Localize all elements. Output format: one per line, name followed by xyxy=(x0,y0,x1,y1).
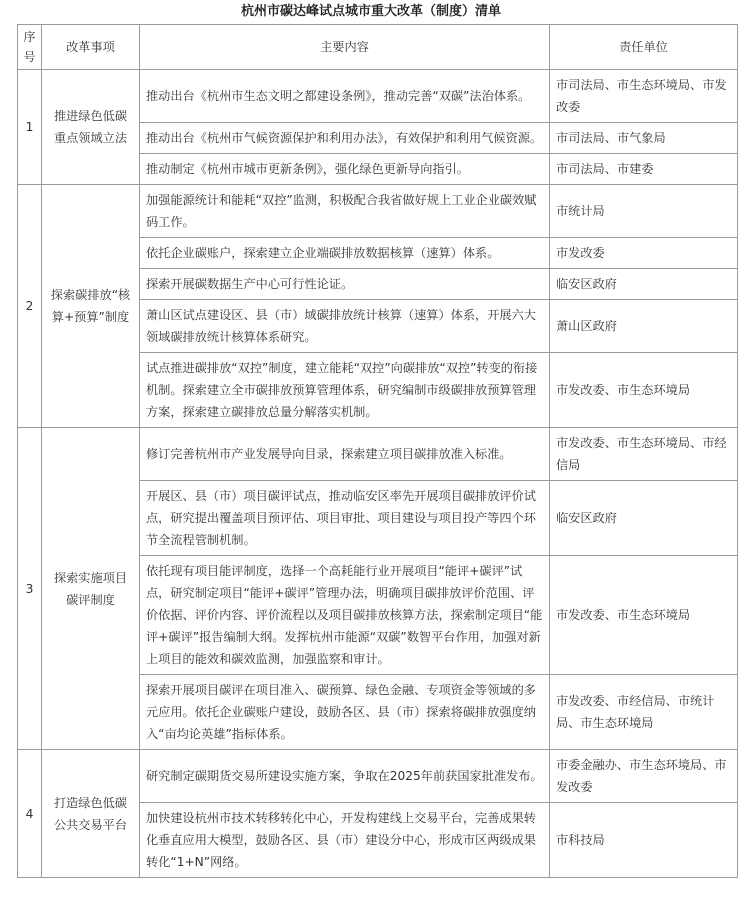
header-item: 改革事项 xyxy=(42,25,140,70)
main-content: 推动制定《杭州市城市更新条例》，强化绿色更新导向指引。 xyxy=(140,154,550,185)
responsible-unit: 萧山区政府 xyxy=(550,300,738,353)
main-content: 依托现有项目能评制度，选择一个高耗能行业开展项目“能评+碳评”试点，研究制定项目“能评+碳评”管理办法，明确项目碳排放评价范围、评价依据、评价内容、评价流程以及项目碳排放核算方法，探索制定项目“能评+碳评”报告编制大纲。发挥杭州市能源“双碳”数智平台作用，加强对新上项目的能效和碳效监测，加强监察和审计。 xyxy=(140,556,550,675)
main-content: 试点推进碳排放“双控”制度，建立能耗“双控”向碳排放“双控”转变的衔接机制。探索建立全市碳排放预算管理体系，研究编制市级碳排放预算管理方案，探索建立碳排放总量分解落实机制。 xyxy=(140,353,550,428)
responsible-unit: 市司法局、市建委 xyxy=(550,154,738,185)
reform-table xyxy=(17,24,738,878)
main-content: 研究制定碳期货交易所建设实施方案，争取在2025年前获国家批准发布。 xyxy=(140,750,550,803)
table-row xyxy=(18,750,738,803)
responsible-unit: 市发改委、市生态环境局 xyxy=(550,556,738,675)
responsible-unit: 市司法局、市气象局 xyxy=(550,123,738,154)
table-row xyxy=(18,428,738,481)
responsible-unit: 市发改委 xyxy=(550,238,738,269)
page-title: 杭州市碳达峰试点城市重大改革（制度）清单 xyxy=(240,4,501,19)
main-content: 加强能源统计和能耗“双控”监测，积极配合我省做好规上工业企业碳效赋码工作。 xyxy=(140,185,550,238)
header-unit: 责任单位 xyxy=(550,25,738,70)
responsible-unit: 市发改委、市经信局、市统计局、市生态环境局 xyxy=(550,675,738,750)
reform-item: 探索实施项目碳评制度 xyxy=(42,428,140,750)
main-content: 萧山区试点建设区、县（市）域碳排放统计核算（速算）体系，开展六大领域碳排放统计核算体系研究。 xyxy=(140,300,550,353)
main-content: 加快建设杭州市技术转移转化中心，开发构建线上交易平台，完善成果转化垂直应用大模型，鼓励各区、县（市）建设分中心，形成市区两级成果转化“1+N”网络。 xyxy=(140,803,550,878)
table-body xyxy=(18,70,738,878)
responsible-unit: 市统计局 xyxy=(550,185,738,238)
main-content: 探索开展项目碳评在项目准入、碳预算、绿色金融、专项资金等领域的多元应用。依托企业碳账户建设，鼓励各区、县（市）探索将碳排放强度纳入“亩均论英雄”指标体系。 xyxy=(140,675,550,750)
main-content: 推动出台《杭州市气候资源保护和利用办法》，有效保护和利用气候资源。 xyxy=(140,123,550,154)
responsible-unit: 临安区政府 xyxy=(550,269,738,300)
main-content: 修订完善杭州市产业发展导向目录，探索建立项目碳排放准入标准。 xyxy=(140,428,550,481)
responsible-unit: 市司法局、市生态环境局、市发改委 xyxy=(550,70,738,123)
header-no: 序号 xyxy=(18,25,42,70)
header-content: 主要内容 xyxy=(140,25,550,70)
main-content: 开展区、县（市）项目碳评试点，推动临安区率先开展项目碳排放评价试点，研究提出覆盖项目预评估、项目审批、项目建设与项目投产等四个环节全流程管制机制。 xyxy=(140,481,550,556)
responsible-unit: 市科技局 xyxy=(550,803,738,878)
main-content: 依托企业碳账户，探索建立企业端碳排放数据核算（速算）体系。 xyxy=(140,238,550,269)
main-content: 推动出台《杭州市生态文明之都建设条例》，推动完善“双碳”法治体系。 xyxy=(140,70,550,123)
header-row xyxy=(18,25,738,70)
main-content: 探索开展碳数据生产中心可行性论证。 xyxy=(140,269,550,300)
responsible-unit: 市发改委、市生态环境局 xyxy=(550,353,738,428)
responsible-unit: 临安区政府 xyxy=(550,481,738,556)
row-number: 2 xyxy=(18,185,42,428)
row-number: 3 xyxy=(18,428,42,750)
row-number: 4 xyxy=(18,750,42,878)
reform-item: 打造绿色低碳公共交易平台 xyxy=(42,750,140,878)
table-row xyxy=(18,185,738,238)
responsible-unit: 市发改委、市生态环境局、市经信局 xyxy=(550,428,738,481)
table-row xyxy=(18,70,738,123)
responsible-unit: 市委金融办、市生态环境局、市发改委 xyxy=(550,750,738,803)
reform-item: 探索碳排放“核算+预算”制度 xyxy=(42,185,140,428)
reform-item: 推进绿色低碳重点领域立法 xyxy=(42,70,140,185)
row-number: 1 xyxy=(18,70,42,185)
